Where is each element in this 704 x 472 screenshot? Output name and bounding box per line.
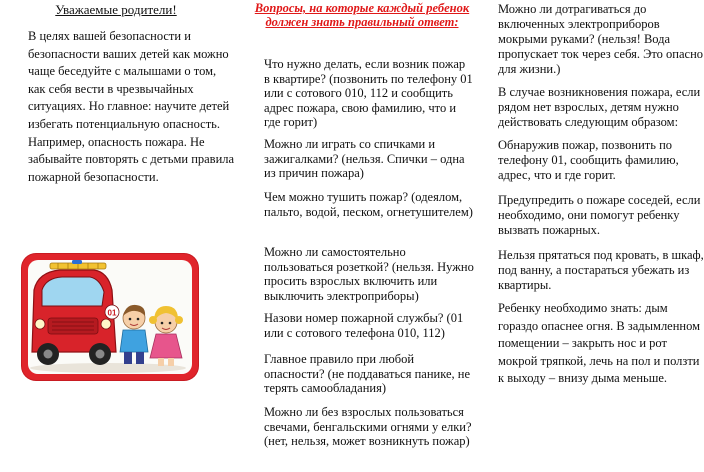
left-column bbox=[0, 0, 240, 472]
question-item: Главное правило при любой опасности? (не поддаваться панике, не терять самообладания) bbox=[264, 352, 470, 395]
fire-truck-picture-frame bbox=[22, 254, 198, 380]
smoke-danger-text: Ребенку необходимо знать: дым гораздо опаснее огня. В задымленном помещении – закрыть нос и рот мокрой тряпкой, лечь на пол и ползти к выходу – внизу дыма меньше. bbox=[498, 301, 701, 386]
fire-truck-illustration bbox=[28, 260, 192, 374]
question-item: Назови номер пожарной службы? (01 или с сотового телефона 010, 112) bbox=[264, 311, 464, 340]
questions-heading: Вопросы, на которые каждый ребенок должен знать правильный ответ: bbox=[254, 1, 470, 29]
action-call-firefighters: Обнаружив пожар, позвонить по телефону 01, сообщить фамилию, адрес, что и где горит. bbox=[498, 138, 679, 182]
question-item: Что нужно делать, если возник пожар в квартире? (позвонить по телефону 01 или с сотового 010, 112 и сообщить адрес пожара, свою фамилию, что и где горит) bbox=[264, 57, 473, 129]
question-item: Можно ли играть со спичками и зажигалками? (нельзя. Спички – одна из причин пожара) bbox=[264, 137, 465, 180]
action-do-not-hide: Нельзя прятаться под кровать, в шкаф, под ванну, а постараться убежать из квартиры. bbox=[498, 248, 704, 292]
right-column bbox=[494, 0, 704, 472]
fire-truck-children-icon bbox=[28, 260, 192, 374]
question-item: Можно ли без взрослых пользоваться свечами, бенгальскими огнями у елки? (нет, нельзя, может возникнуть пожар) bbox=[264, 405, 472, 448]
electric-safety-text: Можно ли дотрагиваться до включенных электроприборов мокрыми руками? (нельзя! Вода пропускает ток через себя. Это опасно для жизни.) bbox=[498, 2, 704, 76]
parents-intro-text: В целях вашей безопасности и безопасности ваших детей как можно чаще беседуйте с малышами о том, как себя вести в чрезвычайных ситуациях. Но главное: научите детей избегать потенциальную опасность. Например, опасность пожара. Не забывайте повторять с детьми правила пожарной безопасности. bbox=[28, 29, 235, 184]
parents-heading: Уважаемые родители! bbox=[55, 2, 177, 17]
truck-number: 01 bbox=[107, 308, 117, 318]
middle-column bbox=[246, 0, 478, 472]
question-item: Чем можно тушить пожар? (одеялом, пальто, водой, песком, огнетушителем) bbox=[264, 190, 473, 219]
fire-action-intro: В случае возникновения пожара, если рядом нет взрослых, детям нужно действовать следующим образом: bbox=[498, 85, 701, 129]
question-item: Можно ли самостоятельно пользоваться розеткой? (нельзя. Нужно просить взрослых включить или выключить электроприборы) bbox=[264, 245, 474, 303]
action-warn-neighbors: Предупредить о пожаре соседей, если необходимо, они помогут ребенку вызвать пожарных. bbox=[498, 193, 701, 237]
